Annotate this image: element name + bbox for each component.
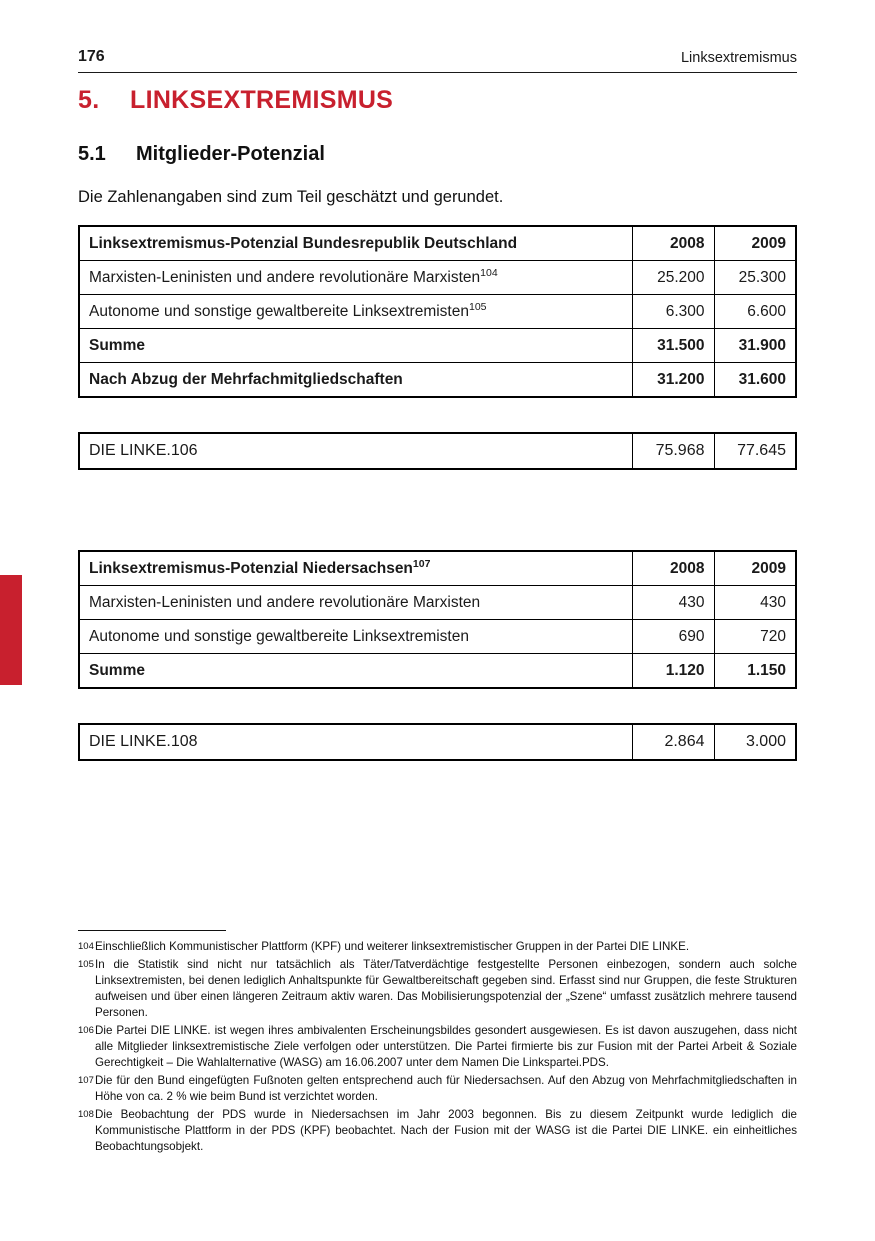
- section-heading: [78, 143, 797, 166]
- chapter-title: LINKSEXTREMISMUS: [130, 86, 394, 114]
- table-die-linke-bund: [78, 432, 797, 470]
- footnote-item: [78, 939, 797, 955]
- footnote-mark: 106: [78, 1025, 94, 1037]
- running-header: [78, 48, 797, 73]
- footnote-mark: 108: [78, 1109, 94, 1121]
- chapter-heading: [78, 82, 797, 115]
- row-label: Summe: [79, 654, 632, 689]
- chapter-side-marker: [0, 575, 22, 685]
- table-row: [79, 329, 796, 363]
- footnote-text: In die Statistik sind nicht nur tatsächlich als Täter/Tatverdächtige festgestellte Personen einbezogen, sondern auch solche Linksextremisten, bei denen lediglich Anhaltspunkte für Gewaltbereitschaft gegeben sind. Erfasst sind nur Gruppen, die feste Strukturen aufweisen und über einen längeren Zeitraum aktiv waren. Das Mobilisierungspotenzial der „Szene“ umfasst zusätzlich mehrere tausend Personen.: [95, 958, 797, 1020]
- chapter-number: 5.: [78, 86, 100, 114]
- table-header-2008: 2008: [632, 551, 714, 586]
- table-header-2008: 2008: [632, 226, 714, 261]
- spacer: [78, 504, 797, 532]
- row-value-2008: 31.200: [632, 363, 714, 398]
- row-value-2009: 25.300: [714, 261, 796, 295]
- table-row: [79, 433, 796, 469]
- footnote-mark: 107: [78, 1075, 94, 1087]
- row-value-2009: 1.150: [714, 654, 796, 689]
- footnote-ref: 105: [468, 300, 487, 313]
- table-potential-niedersachsen: [78, 550, 797, 689]
- row-label: Marxisten-Leninisten und andere revolutionäre Marxisten: [79, 586, 632, 620]
- footnote-text: Die Beobachtung der PDS wurde in Niedersachsen im Jahr 2003 begonnen. Bis zu diesem Zeitpunkt wurde lediglich die Kommunistische Plattform in der PDS (KPF) beobachtet. Nach der Fusion mit der WASG ist die Partei DIE LINKE. ein einheitliches Beobachtungsobjekt.: [95, 1108, 797, 1154]
- row-value-2009: 77.645: [714, 433, 796, 469]
- row-value-2009: 720: [714, 620, 796, 654]
- row-label-text: DIE LINKE.: [89, 442, 171, 459]
- footnote-ref: 108: [170, 733, 198, 750]
- spacer: [78, 398, 797, 432]
- spacer: [78, 689, 797, 723]
- footnote-mark: 104: [78, 941, 94, 953]
- section-number: 5.1: [78, 143, 106, 165]
- footnote-text: Einschließlich Kommunistischer Plattform (KPF) und weiterer linksextremistischer Gruppen in der Partei DIE LINKE.: [95, 940, 690, 954]
- row-value-2008: 31.500: [632, 329, 714, 363]
- row-value-2009: 31.900: [714, 329, 796, 363]
- footnote-ref: 104: [480, 266, 498, 279]
- footnote-item: [78, 957, 797, 1021]
- row-label-text: DIE LINKE.: [89, 733, 171, 750]
- table-row: [79, 620, 796, 654]
- row-value-2008: 1.120: [632, 654, 714, 689]
- footnote-ref: 106: [170, 442, 198, 459]
- footnotes-section: [78, 930, 797, 1157]
- row-label: Nach Abzug der Mehrfachmitgliedschaften: [79, 363, 632, 398]
- footnote-separator: [78, 930, 226, 931]
- table-header-2009: 2009: [714, 551, 796, 586]
- table-header-label-text: Linksextremismus-Potenzial Niedersachsen: [89, 559, 413, 577]
- row-label: [79, 724, 632, 760]
- table-header-row: [79, 226, 796, 261]
- row-label: [79, 261, 632, 295]
- intro-paragraph: Die Zahlenangaben sind zum Teil geschätzt und gerundet.: [78, 188, 504, 206]
- table-header-label: [79, 551, 632, 586]
- row-value-2008: 6.300: [632, 295, 714, 329]
- page-content: [78, 82, 797, 761]
- table-row: [79, 654, 796, 689]
- spacer: [78, 470, 797, 504]
- table-header-row: [79, 551, 796, 586]
- footnote-item: [78, 1107, 797, 1155]
- table-row: [79, 724, 796, 760]
- page-number: 176: [78, 48, 105, 65]
- table-row: [79, 261, 796, 295]
- row-label: Summe: [79, 329, 632, 363]
- row-label-text: Autonome und sonstige gewaltbereite Linksextremisten: [89, 302, 469, 320]
- table-header-2009: 2009: [714, 226, 796, 261]
- footnote-item: [78, 1073, 797, 1105]
- table-die-linke-niedersachsen: [78, 723, 797, 761]
- row-label: [79, 433, 632, 469]
- footnote-mark: 105: [78, 959, 94, 971]
- footnote-ref: 107: [412, 557, 431, 570]
- row-label: Autonome und sonstige gewaltbereite Linksextremisten: [79, 620, 632, 654]
- row-value-2009: 31.600: [714, 363, 796, 398]
- footnote-item: [78, 1023, 797, 1071]
- row-value-2008: 430: [632, 586, 714, 620]
- row-label-text: Marxisten-Leninisten und andere revolutionäre Marxisten: [89, 268, 481, 286]
- row-value-2008: 690: [632, 620, 714, 654]
- table-header-label: Linksextremismus-Potenzial Bundesrepublik Deutschland: [79, 226, 632, 261]
- table-potential-bund: [78, 225, 797, 398]
- table-row: [79, 295, 796, 329]
- table-row: [79, 363, 796, 398]
- row-value-2009: 3.000: [714, 724, 796, 760]
- running-title: Linksextremismus: [680, 50, 797, 66]
- row-value-2008: 2.864: [632, 724, 714, 760]
- table-row: [79, 586, 796, 620]
- section-title: Mitglieder-Potenzial: [136, 143, 325, 165]
- row-value-2009: 6.600: [714, 295, 796, 329]
- row-label: [79, 295, 632, 329]
- row-value-2008: 25.200: [632, 261, 714, 295]
- row-value-2008: 75.968: [632, 433, 714, 469]
- row-value-2009: 430: [714, 586, 796, 620]
- footnote-text: Die Partei DIE LINKE. ist wegen ihres ambivalenten Erscheinungsbildes gesondert ausgewiesen. Es ist davon auszugehen, dass nicht alle Mitglieder linksextremistische Ziele verfolgen oder unterstützen. Die Partei firmierte bis zur Fusion mit der Partei Arbeit & Soziale Gerechtigkeit – Die Wahlalternative (WASG) am 16.06.2007 unter dem Namen Die Linkspartei.PDS.: [95, 1024, 797, 1070]
- footnote-text: Die für den Bund eingefügten Fußnoten gelten entsprechend auch für Niedersachsen. Auf den Abzug von Mehrfachmitgliedschaften in Höhe von ca. 2 % wie beim Bund ist verzichtet worden.: [95, 1074, 797, 1104]
